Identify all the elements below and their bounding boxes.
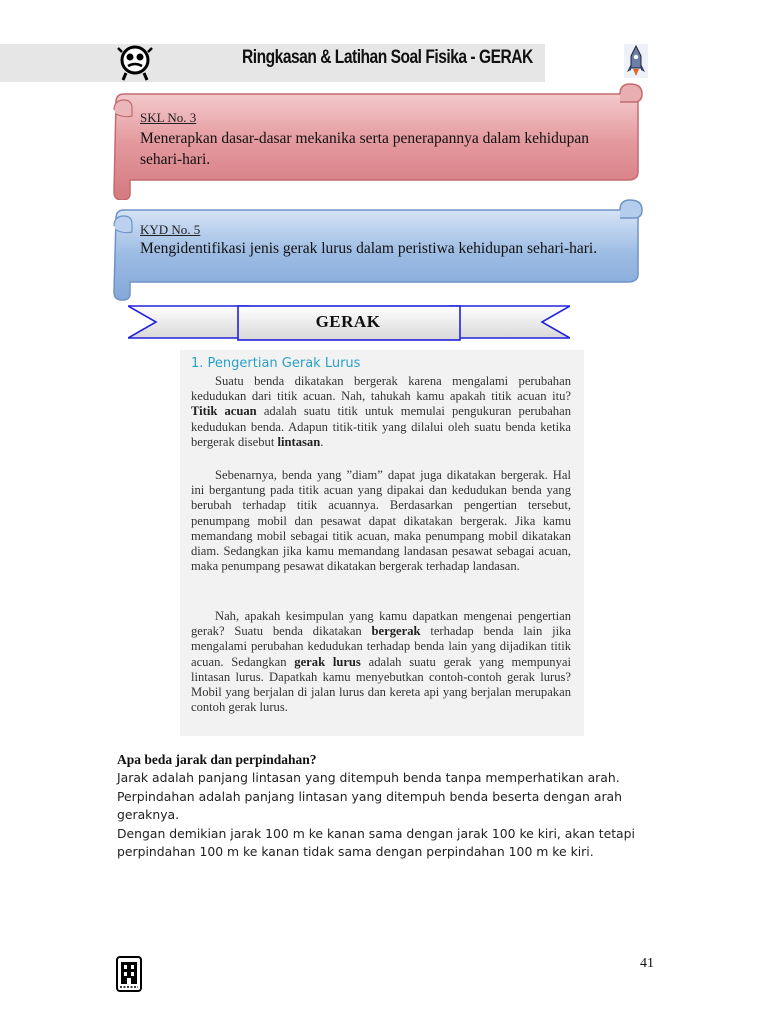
term-titik-acuan: Titik acuan [191,404,257,419]
rocket-icon [624,44,648,78]
banner-title: GERAK [315,312,381,331]
paragraph-1-text-b: adalah suatu titik untuk memulai pengukuran perubahan kedudukan benda. Adapun titik-titik yang dilalui oleh suatu benda ketika bergerak disebut [191,404,571,449]
paragraph-2: Sebenarnya, benda yang ”diam” dapat juga dikatakan bergerak. Hal ini bergantung pada titik acuan yang dipakai dan kedudukan benda yang berubah terhadap titik acuannya. Berdasarkan pengertian tersebut, penumpang mobil dan pesawat dapat dikatakan bergerak. Jika kamu memandang mobil sebagai titik acuan, maka penumpang mobil dikatakan diam. Sedangkan jika kamu memandang landasan pesawat sebagai acuan, maka penumpang pesawat dikatakan bergerak terhadap landasan. [191,468,571,574]
kyd-scroll [110,192,646,302]
header-title: Ringkasan & Latihan Soal Fisika - GERAK [242,47,533,68]
section-heading: 1. Pengertian Gerak Lurus [191,356,361,371]
paragraph-3-text-b: terhadap benda lain jika mengalami perubahan kedudukan terhadap benda lain yang dijadikan titik acuan. Sedangkan [191,624,571,669]
skl-label: SKL No. 3 [140,110,197,125]
answer-line-1: Jarak adalah panjang lintasan yang ditempuh benda tanpa memperhatikan arah. [117,770,620,785]
paragraph-3 [191,609,571,715]
paragraph-3-text-c: adalah suatu gerak yang mempunyai lintasan lurus. Dapatkah kamu menyebutkan contoh-contoh gerak lurus? Mobil yang berjalan di jalan lurus dan kereta api yang berjalan merupakan contoh gerak lurus. [191,654,571,715]
paragraph-1-text-a: Suatu benda dikatakan bergerak karena mengalami perubahan kedudukan dari titik acuan. Nah, tahukah kamu apakah titik acuan itu? [191,374,571,404]
term-bergerak: bergerak [371,624,421,639]
answer-line-2: Perpindahan adalah panjang lintasan yang ditempuh benda beserta dengan arah geraknya. [117,788,622,822]
paragraph-3-text-a: Nah, apakah kesimpulan yang kamu dapatkan mengenai pengertian gerak? Suatu benda dikatakan [191,609,571,639]
answer-block [117,769,657,862]
answer-line-3: Dengan demikian jarak 100 m ke kanan sama dengan jarak 100 ke kiri, akan tetapi perpindahan 100 m ke kanan tidak sama dengan perpindahan 100 m ke kiri. [117,825,635,859]
paragraph-1 [191,374,571,450]
skl-text: Menerapkan dasar-dasar mekanika serta penerapannya dalam kehidupan sehari-hari. [140,130,589,168]
paragraph-1-text-c: . [320,434,324,449]
page-number: 41 [640,956,654,971]
kyd-label: KYD No. 5 [140,222,201,237]
term-gerak-lurus: gerak lurus [294,654,361,669]
term-lintasan: lintasan [277,434,321,449]
question-heading: Apa beda jarak dan perpindahan? [117,752,317,767]
mascot-icon [116,42,154,82]
building-icon [116,956,142,992]
textbook-excerpt [180,350,584,736]
kyd-text: Mengidentifikasi jenis gerak lurus dalam peristiwa kehidupan sehari-hari. [140,240,598,257]
skl-scroll [110,80,646,200]
